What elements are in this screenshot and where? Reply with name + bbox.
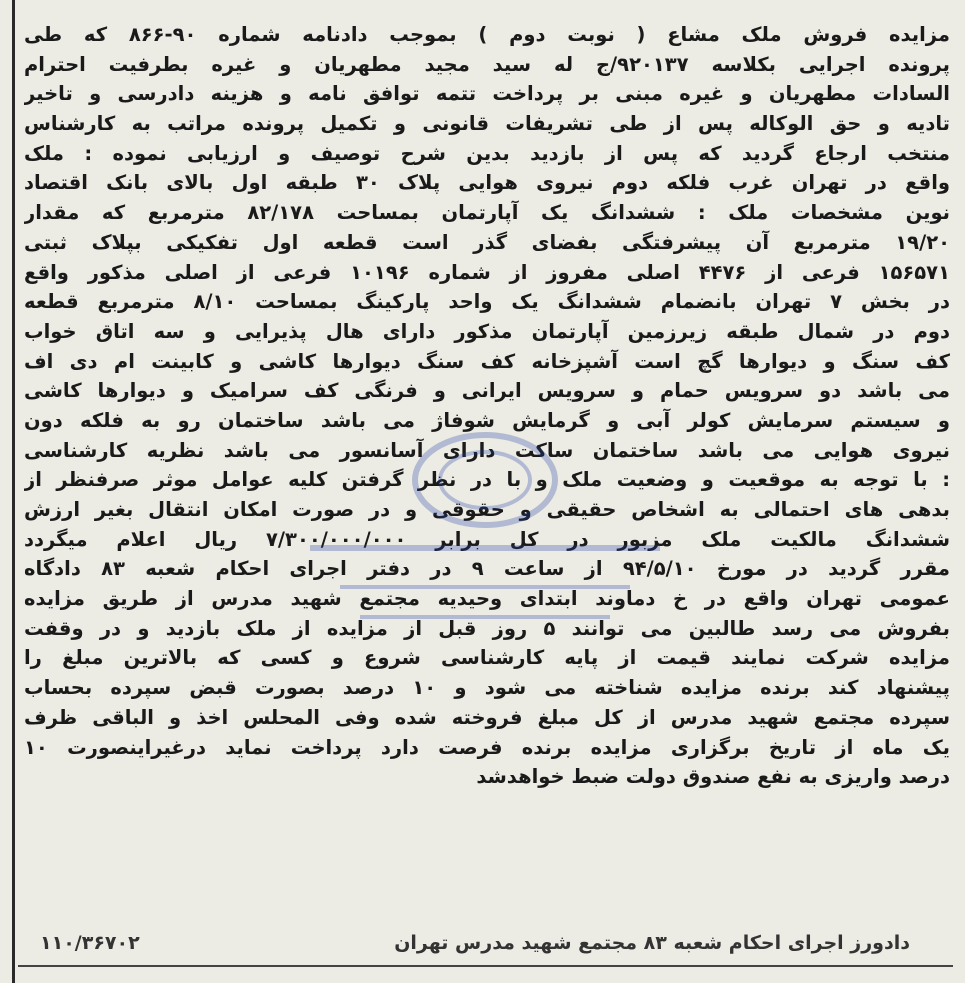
notice-line: ۱۵۶۵۷۱ فرعی از ۴۴۷۶ اصلی مفروز از شماره ۱۰۱۹۶ فرعی از اصلی مذکور واقع <box>24 260 950 284</box>
notice-line: تادیه و حق الوکاله پس از طی تشریفات قانونی و تکمیل پرونده مراتب به کارشناس <box>24 112 950 136</box>
notice-line: نوین مشخصات ملک : ششدانگ یک آپارتمان بمساحت ۸۲/۱۷۸ مترمربع که مقدار <box>24 201 950 225</box>
signer-title: دادورز اجرای احکام شعبه ۸۳ مجتمع شهید مدرس تهران <box>394 932 910 954</box>
notice-line: مزایده فروش ملک مشاع ( نوبت دوم ) بموجب دادنامه شماره ۹۰-۸۶۶ که طی <box>24 23 950 46</box>
notice-line: ۱۹/۲۰ مترمربع آن پیشرفتگی بفضای گذر است قطعه اول تفکیکی بپلاک ثبتی <box>24 230 950 254</box>
notice-line: منتخب ارجاع گردید که پس از بازدید بدین شرح توصیف و ارزیابی نموده : ملک <box>24 141 950 165</box>
notice-line: پرونده اجرایی بکلاسه ۹۲۰۱۳۷/ج له سید مجید مطهریان و غیره بطرفیت احترام <box>24 52 950 76</box>
notice-line: ششدانگ مالکیت ملک مزبور در کل برابر ۷/۳۰۰/۰۰۰/۰۰۰ ریال اعلام میگردد <box>24 527 950 551</box>
column-divider <box>12 0 15 983</box>
notice-line: و سیستم سرمایش کولر آبی و گرمایش شوفاژ می باشد ساختمان رو به فلکه دون <box>24 408 950 432</box>
notice-line: بدهی های احتمالی به اشخاص حقیقی و حقوقی و در صورت امکان انتقال بغیر ارزش <box>24 498 950 521</box>
notice-footer <box>40 926 910 960</box>
notice-line: بفروش می رسد طالبین می توانند ۵ روز قبل از مزایده از ملک بازدید و در وقفت <box>24 616 950 640</box>
bottom-divider <box>18 965 953 967</box>
notice-line: : با توجه به موقعیت و وضعیت ملک و با در نظر گرفتن کلیه عوامل موثر صرفنظر از <box>24 468 950 492</box>
notice-line: مزایده شرکت نمایند قیمت از پایه کارشناسی شروع و کسی که بالاترین مبلغ را <box>24 646 950 670</box>
notice-line: السادات مطهریان و غیره مبنی بر پرداخت تتمه توافق نامه و هزینه دادرسی و تاخیر <box>24 82 950 106</box>
notice-line: پیشنهاد کند برنده مزایده شناخته می شود و ۱۰ درصد بصورت قبض سپرده بحساب <box>24 676 950 700</box>
notice-line: یک ماه از تاریخ برگزاری مزایده برنده فرصت دارد پرداخت نماید درغیراینصورت ۱۰ <box>24 735 950 759</box>
notice-line: سپرده مجتمع شهید مدرس از کل مبلغ فروخته شده وفی المحلس اخذ و الباقی ظرف <box>24 705 950 729</box>
notice-line: کف سنگ و دیوارها گچ است آشپزخانه کف سنگ دیوارها کاشی و کابینت ام دی اف <box>24 349 950 373</box>
notice-line: نیروی هوایی می باشد ساختمان ساکت دارای آسانسور می باشد نظریه کارشناسی <box>24 438 950 462</box>
notice-line: در بخش ۷ تهران بانضمام ششدانگ یک واحد پارکینگ بمساحت ۸/۱۰ مترمربع قطعه <box>24 290 950 314</box>
notice-line: دوم در شمال طبقه زیرزمین آپارتمان مذکور دارای هال پذیرایی و سه اتاق خواب <box>24 319 950 343</box>
notice-line: واقع در تهران غرب فلکه دوم نیروی هوایی پلاک ۳۰ طبقه اول بالای بانک اقتصاد <box>24 171 950 195</box>
notice-line: می باشد دو سرویس حمام و سرویس ایرانی و فرنگی کف سرامیک و دیوارها کاشی <box>24 379 950 403</box>
notice-line: عمومی تهران واقع در خ دماوند ابتدای وحیدیه مجتمع شهید مدرس از طریق مزایده <box>24 587 950 611</box>
reference-number: ۱۱۰/۳۶۷۰۲ <box>40 932 140 954</box>
notice-line: مقرر گردید در مورخ ۹۴/۵/۱۰ از ساعت ۹ در دفتر اجرای احکام شعبه ۸۳ دادگاه <box>24 557 950 581</box>
auction-notice-body <box>24 20 950 792</box>
notice-line: درصد واریزی به نفع صندوق دولت ضبط خواهدشد <box>476 765 950 789</box>
